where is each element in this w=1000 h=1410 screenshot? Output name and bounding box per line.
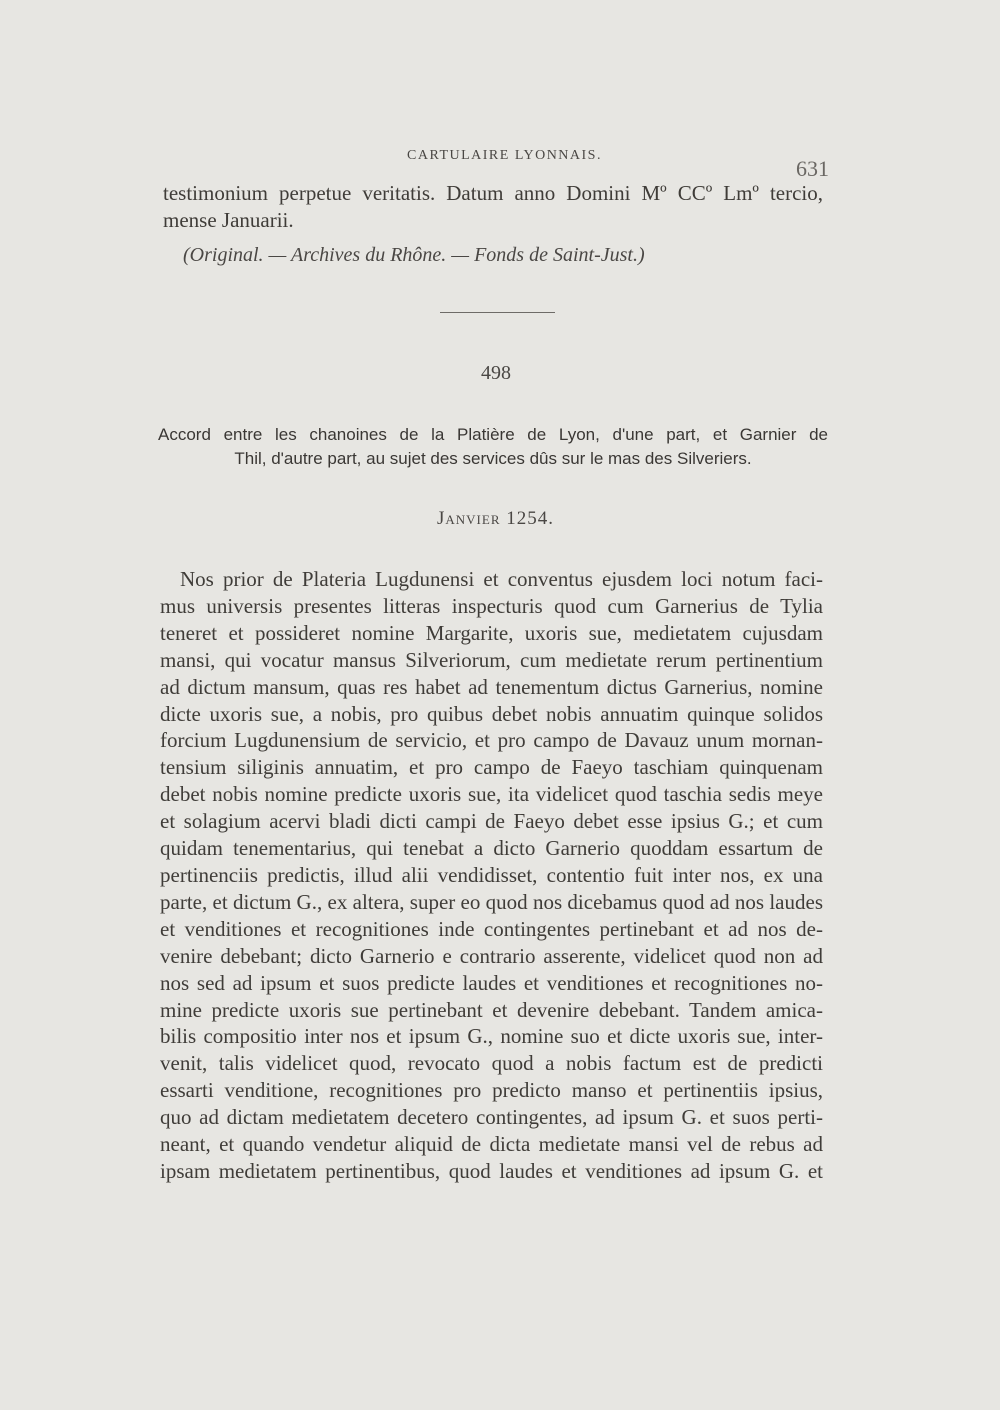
page-number: 631 bbox=[796, 156, 829, 181]
text-line: ad dictum mansum, quas res habet ad tenementum dictus Garnerius, nomine bbox=[160, 674, 823, 699]
text-line: ipsam medietatem pertinentibus, quod laudes et venditiones ad ipsum G. et bbox=[160, 1158, 823, 1183]
text-line: tensium siliginis annuatim, et pro campo de Faeyo taschiam quinquenam bbox=[160, 755, 823, 780]
continuation-paragraph bbox=[163, 180, 823, 234]
text-line: mus universis presentes litteras inspecturis quod cum Garnerius de Tylia bbox=[160, 593, 823, 618]
text-line: bilis compositio inter nos et ipsum G., nomine suo et dicte uxoris sue, inter- bbox=[160, 1024, 823, 1049]
text-line: quo ad dictam medietatem decetero contingentes, ad ipsum G. et suos perti- bbox=[160, 1105, 823, 1130]
text-line: mense Januarii. bbox=[163, 208, 294, 232]
document-text bbox=[160, 566, 823, 1185]
text-line: mine predicte uxoris sue pertinebant et devenire debebant. Tandem amica- bbox=[160, 997, 823, 1022]
text-line: debet nobis nomine predicte uxoris sue, ita videlicet quod taschia sedis meye bbox=[160, 782, 823, 807]
text-line: essarti venditione, recognitiones pro predicto manso et pertinentiis ipsius, bbox=[160, 1078, 823, 1103]
document-summary bbox=[158, 423, 828, 471]
text-line: venit, talis videlicet quod, revocato quod a nobis factum est de predicti bbox=[160, 1051, 823, 1076]
running-head: CARTULAIRE LYONNAIS. bbox=[407, 148, 602, 163]
source-note: (Original. — Archives du Rhône. — Fonds de Saint-Just.) bbox=[183, 244, 645, 266]
text-line: et solagium acervi bladi dicti campi de Faeyo debet esse ipsius G.; et cum bbox=[160, 809, 823, 834]
text-line: parte, et dictum G., ex altera, super eo quod nos dicebamus quod ad nos laudes bbox=[160, 889, 823, 914]
text-line: pertinenciis predictis, illud alii vendidisset, contentio fuit inter nos, ex una bbox=[160, 862, 823, 887]
text-line: nos sed ad ipsum et suos predicte laudes et venditiones et recognitiones no- bbox=[160, 970, 823, 995]
text-line: venire debebant; dicto Garnerio e contrario asserente, videlicet quod non ad bbox=[160, 943, 823, 968]
text-line: Nos prior de Plateria Lugdunensi et conventus ejusdem loci notum faci- bbox=[180, 567, 823, 591]
text-line: mansi, qui vocatur mansus Silveriorum, cum medietate rerum pertinentium bbox=[160, 647, 823, 672]
text-line: teneret et possideret nomine Margarite, uxoris sue, medietatem cujusdam bbox=[160, 620, 823, 645]
summary-line: Thil, d'autre part, au sujet des services dûs sur le mas des Silveriers. bbox=[234, 449, 752, 468]
text-line: neant, et quando vendetur aliquid de dicta medietate mansi vel de rebus ad bbox=[160, 1132, 823, 1157]
text-line: dicte uxoris sue, a nobis, pro quibus debet nobis annuatim quinque solidos bbox=[160, 701, 823, 726]
text-line: testimonium perpetue veritatis. Datum anno Domini Mº CCº Lmº tercio, bbox=[163, 181, 823, 205]
text-line: et venditiones et recognitiones inde contingentes pertinebant et ad nos de- bbox=[160, 916, 823, 941]
document-date: Janvier 1254. bbox=[437, 508, 554, 529]
document-number: 498 bbox=[481, 362, 511, 384]
summary-line: Accord entre les chanoines de la Platière de Lyon, d'une part, et Garnier de bbox=[158, 425, 828, 444]
text-line: forcium Lugdunensium de servicio, et pro campo de Davauz unum mornan- bbox=[160, 728, 823, 753]
section-divider bbox=[440, 312, 555, 313]
text-line: quidam tenementarius, qui tenebat a dicto Garnerio quoddam essartum de bbox=[160, 836, 823, 861]
